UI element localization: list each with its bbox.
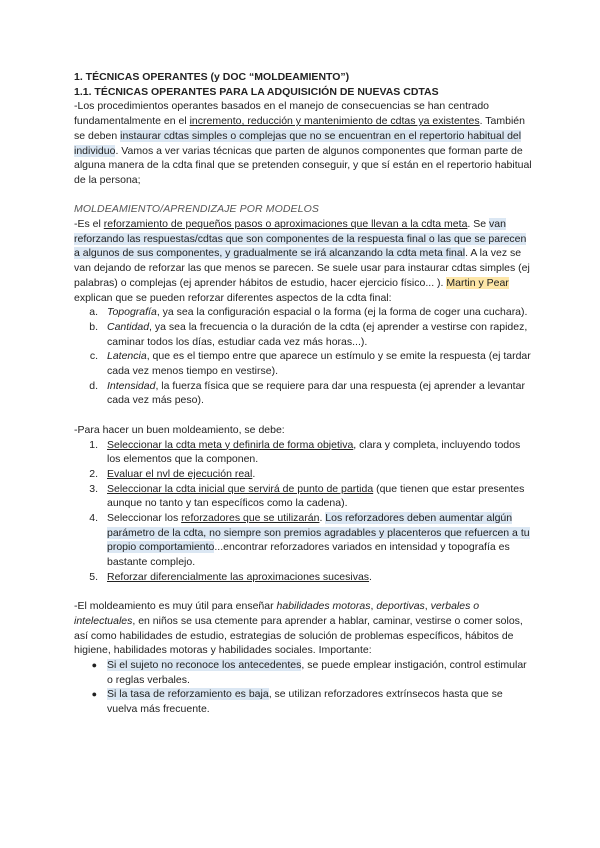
skills-text: , en niños se usa ctemente para aprender a hablar, caminar, vestirse o comer solos, así como habilidades de estudio, estrategias de solución de problemas específicos, hábitos de higiene, habilidades motoras y habilidades sociales. Importante: <box>74 614 523 657</box>
list-item <box>74 379 534 408</box>
aspect-term: Cantidad <box>107 320 150 333</box>
list-item <box>74 511 534 570</box>
bullet-list <box>74 658 534 717</box>
list-marker: 2. <box>89 467 98 480</box>
aspect-term: Intensidad <box>107 379 156 392</box>
skills-term: verbales o intelectuales <box>74 600 480 627</box>
model-text-a: -Es el <box>74 218 104 231</box>
step-text: . <box>252 467 256 480</box>
intro-text-a: -Los procedimientos operantes basados en el manejo de consecuencias se han centrado fundamentalmente en el <box>74 100 490 128</box>
bullet-highlight: Si el sujeto no reconoce los antecedentes <box>107 659 302 672</box>
list-marker: d. <box>89 379 98 392</box>
step-text: . <box>319 512 326 525</box>
list-marker: a. <box>89 306 98 319</box>
intro-text-c: . También se deben <box>74 115 525 142</box>
list-marker: b. <box>89 320 98 333</box>
step-underlined: reforzadores que se utilizarán <box>181 512 320 525</box>
list-item <box>74 305 534 320</box>
subsection-heading: 1.1. TÉCNICAS OPERANTES PARA LA ADQUISICIÓN DE NUEVAS CDTAS <box>74 85 439 98</box>
model-text-c: . Se <box>467 218 490 231</box>
aspect-text: , que es el tiempo entre que aparece un estímulo y se emite la respuesta (ej tardar cada vez menos tiempo en vestirse). <box>107 350 531 378</box>
steps-intro: -Para hacer un buen moldeamiento, se debe: <box>74 423 285 436</box>
step-underlined: Reforzar diferencialmente las aproximaciones sucesivas <box>107 570 370 583</box>
list-item <box>74 687 534 716</box>
aspect-text: , ya sea la frecuencia o la duración de la cdta (ej aprender a vestirse con rapidez, caminar todos los días, estudiar cada vez más horas...). <box>107 320 528 348</box>
model-paragraph <box>74 217 534 305</box>
aspects-list <box>74 305 534 408</box>
list-item <box>74 482 534 511</box>
aspect-text: , ya sea la configuración espacial o la forma (ej la forma de coger una cuchara). <box>156 306 528 319</box>
step-text: ...encontrar reforzadores variados en intensidad y topografía es bastante complejo. <box>107 541 510 569</box>
step-text: (que tienen que estar presentes aunque no tanto y tan específicos como la cadena). <box>107 482 525 510</box>
section-subtitle: MOLDEAMIENTO/APRENDIZAJE POR MODELOS <box>74 203 319 216</box>
aspect-text: , la fuerza física que se requiere para dar una respuesta (ej aprender a levantar cada vez más peso). <box>107 379 525 407</box>
skills-text: , <box>424 600 431 613</box>
bullet-icon: ● <box>91 660 97 671</box>
model-highlight: van reforzando las respuestas/cdtas que son componentes de la respuesta final o las que se parecen a algunos de sus componentes, y gradualmente se irá alcanzando la cdta meta final <box>74 218 527 260</box>
skills-term: deportivas <box>376 600 425 613</box>
list-marker: 3. <box>89 482 98 495</box>
step-text: , clara y completa, incluyendo todos los elementos que la componen. <box>107 438 521 466</box>
model-text-g: explican que se pueden reforzar diferentes aspectos de la cdta final: <box>74 291 392 304</box>
intro-underlined: incremento, reducción y mantenimiento de cdtas ya existentes <box>189 115 480 128</box>
aspect-term: Topografía <box>107 306 157 319</box>
list-marker: c. <box>89 350 98 363</box>
model-underlined: reforzamiento de pequeños pasos o aproximaciones que llevan a la cdta meta <box>103 218 468 231</box>
skills-text: -El moldeamiento es muy útil para enseñar <box>74 600 277 613</box>
list-marker: 1. <box>89 438 98 451</box>
section-heading: 1. TÉCNICAS OPERANTES (y DOC “MOLDEAMIENTO”) <box>74 71 350 83</box>
step-underlined: Seleccionar la cdta meta y definirla de forma objetiva <box>107 438 354 451</box>
list-item <box>74 320 534 349</box>
bullet-highlight: Si la tasa de reforzamiento es baja <box>107 688 269 701</box>
skills-term: habilidades motoras <box>276 600 371 613</box>
step-underlined: Evaluar el nvl de ejecución real <box>107 467 253 480</box>
skills-paragraph <box>74 599 534 658</box>
step-underlined: Seleccionar la cdta inicial que servirá de punto de partida <box>107 482 374 495</box>
author-highlight: Martin y Pear <box>446 276 509 289</box>
step-highlight: Los reforzadores deben aumentar algún parámetro de la cdta, no siempre son premios agradables y placenteros que refuercen a tu propio comportamiento <box>107 512 530 554</box>
list-marker: 5. <box>89 570 98 583</box>
bullet-text: , se utilizan reforzadores extrínsecos hasta que se vuelva más frecuente. <box>107 688 503 716</box>
model-text-e: . A la vez se van dejando de reforzar las que menos se parecen. Se suele usar para instaurar cdtas simples (ej palabras) o complejas (ej aprender hábitos de estudio, hacer ejercicio físico... ). <box>74 247 530 289</box>
list-item <box>74 438 534 467</box>
list-item <box>74 570 534 585</box>
list-marker: 4. <box>89 512 98 525</box>
intro-paragraph <box>74 99 534 187</box>
list-item <box>74 349 534 378</box>
list-item <box>74 467 534 482</box>
bullet-text: , se puede emplear instigación, control estimular o reglas verbales. <box>107 659 527 686</box>
step-text: Seleccionar los <box>107 512 182 525</box>
steps-list <box>74 438 534 585</box>
intro-text-e: . Vamos a ver varias técnicas que parten de algunos componentes que forman parte de alguna manera de la cdta final que se pretenden conseguir, y que sí están en el repertorio habitual de la persona; <box>74 144 532 186</box>
aspect-term: Latencia <box>107 350 147 363</box>
skills-text: , <box>370 600 377 613</box>
list-item <box>74 658 534 687</box>
step-text: . <box>369 570 372 583</box>
bullet-icon: ● <box>91 689 97 700</box>
document-page <box>74 70 534 717</box>
intro-highlight: instaurar cdtas simples o complejas que no se encuentran en el repertorio habitual del individuo <box>74 129 522 157</box>
